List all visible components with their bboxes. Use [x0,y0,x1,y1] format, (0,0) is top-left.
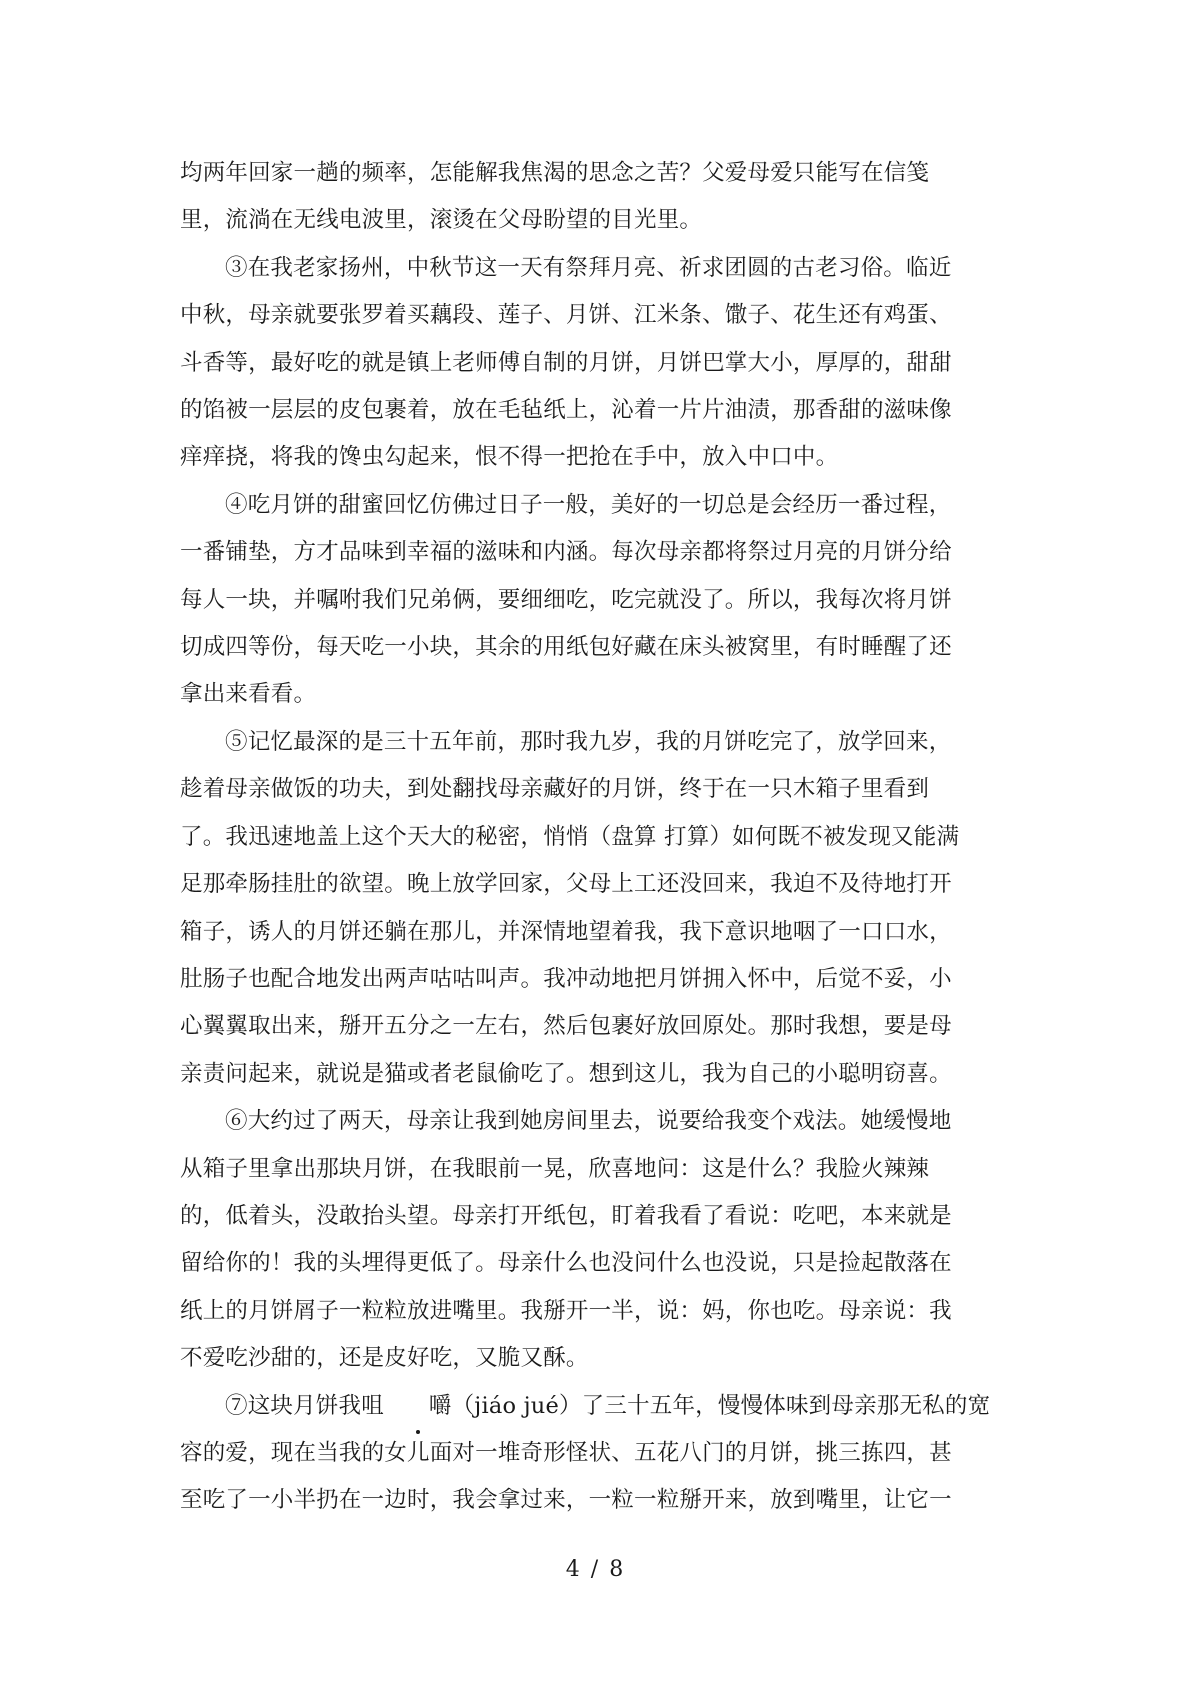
text-line: 切成四等份，每天吃一小块，其余的用纸包好藏在床头被窝里，有时睡醒了还 [180,634,952,661]
text-line: 均两年回家一趟的频率，怎能解我焦渴的思念之苦？父爱母爱只能写在信笺 [180,160,930,186]
text-line: ⑤记忆最深的是三十五年前，那时我九岁，我的月饼吃完了，放学回来， [225,728,952,755]
document-body [180,150,1015,1525]
pinyin-annotation: （jiáo jué）了三十五年，慢慢体味到母亲那无私的宽 [451,1392,991,1419]
paragraph-3 [180,245,1015,482]
text-line: 心翼翼取出来，掰开五分之一左右，然后包裹好放回原处。那时我想，要是母 [180,1013,952,1040]
text-line: 趁着母亲做饭的功夫，到处翻找母亲藏好的月饼，终于在一只木箱子里看到 [180,776,930,803]
text-line: 纸上的月饼屑子一粒粒放进嘴里。我掰开一半，说：妈，你也吃。母亲说：我 [180,1297,952,1324]
text-line: ③在我老家扬州，中秋节这一天有祭拜月亮、祈求团圆的古老习俗。临近 [225,254,952,281]
page-number: 4 / 8 [565,1557,626,1582]
text-line: ⑥大约过了两天，母亲让我到她房间里去，说要给我变个戏法。她缓慢地 [225,1108,952,1135]
text-line: 了。我迅速地盖上这个天大的秘密，悄悄（盘算 打算）如何既不被发现又能满 [180,823,960,850]
text-line: 拿出来看看。 [180,681,317,708]
paragraph-6 [180,1098,1015,1382]
text-line: 的馅被一层层的皮包裹着，放在毛毡纸上，沁着一片片油渍，那香甜的滋味像 [180,397,952,424]
text-line: ④吃月饼的甜蜜回忆仿佛过日子一般，美好的一切总是会经历一番过程， [225,491,952,518]
text-line: 足那牵肠挂肚的欲望。晚上放学回家，父母上工还没回来，我迫不及待地打开 [180,871,952,898]
emphasized-character: 嚼 [384,1383,452,1430]
text-line: 中秋，母亲就要张罗着买藕段、莲子、月饼、江米条、馓子、花生还有鸡蛋、 [180,302,952,329]
text-line: 至吃了一小半扔在一边时，我会拿过来，一粒一粒掰开来，放到嘴里，让它一 [180,1487,952,1514]
text-line: 亲责问起来，就说是猫或者老鼠偷吃了。想到这儿，我为自己的小聪明窃喜。 [180,1060,952,1087]
text-line: 肚肠子也配合地发出两声咕咕叫声。我冲动地把月饼拥入怀中，后觉不妥，小 [180,965,952,992]
text-line: 一番铺垫，方才品味到幸福的滋味和内涵。每次母亲都将祭过月亮的月饼分给 [180,539,952,566]
paragraph-5 [180,719,1015,1098]
text-segment: ⑦这块月饼我咀 [225,1392,384,1419]
text-line: 痒痒挠，将我的馋虫勾起来，恨不得一把抢在手中，放入中口中。 [180,444,839,471]
paragraph-1 [180,150,1015,245]
paragraph-7 [180,1383,1015,1525]
text-line [180,1383,1015,1430]
text-line: 箱子，诱人的月饼还躺在那儿，并深情地望着我，我下意识地咽了一口口水， [180,918,952,945]
text-line: 容的爱，现在当我的女儿面对一堆奇形怪状、五花八门的月饼，挑三拣四，甚 [180,1439,952,1466]
text-line: 的，低着头，没敢抬头望。母亲打开纸包，盯着我看了看说：吃吧，本来就是 [180,1202,952,1229]
text-line: 从箱子里拿出那块月饼，在我眼前一晃，欣喜地问：这是什么？我脸火辣辣 [180,1155,930,1182]
text-line: 里，流淌在无线电波里，滚烫在父母盼望的目光里。 [180,207,703,234]
text-line: 不爱吃沙甜的，还是皮好吃，又脆又酥。 [180,1345,589,1372]
paragraph-4 [180,482,1015,719]
text-line: 斗香等，最好吃的就是镇上老师傅自制的月饼，月饼巴掌大小，厚厚的，甜甜 [180,349,952,376]
text-line: 每人一块，并嘱咐我们兄弟俩，要细细吃，吃完就没了。所以，我每次将月饼 [180,586,952,613]
text-line: 留给你的！我的头埋得更低了。母亲什么也没问什么也没说，只是捡起散落在 [180,1250,952,1277]
